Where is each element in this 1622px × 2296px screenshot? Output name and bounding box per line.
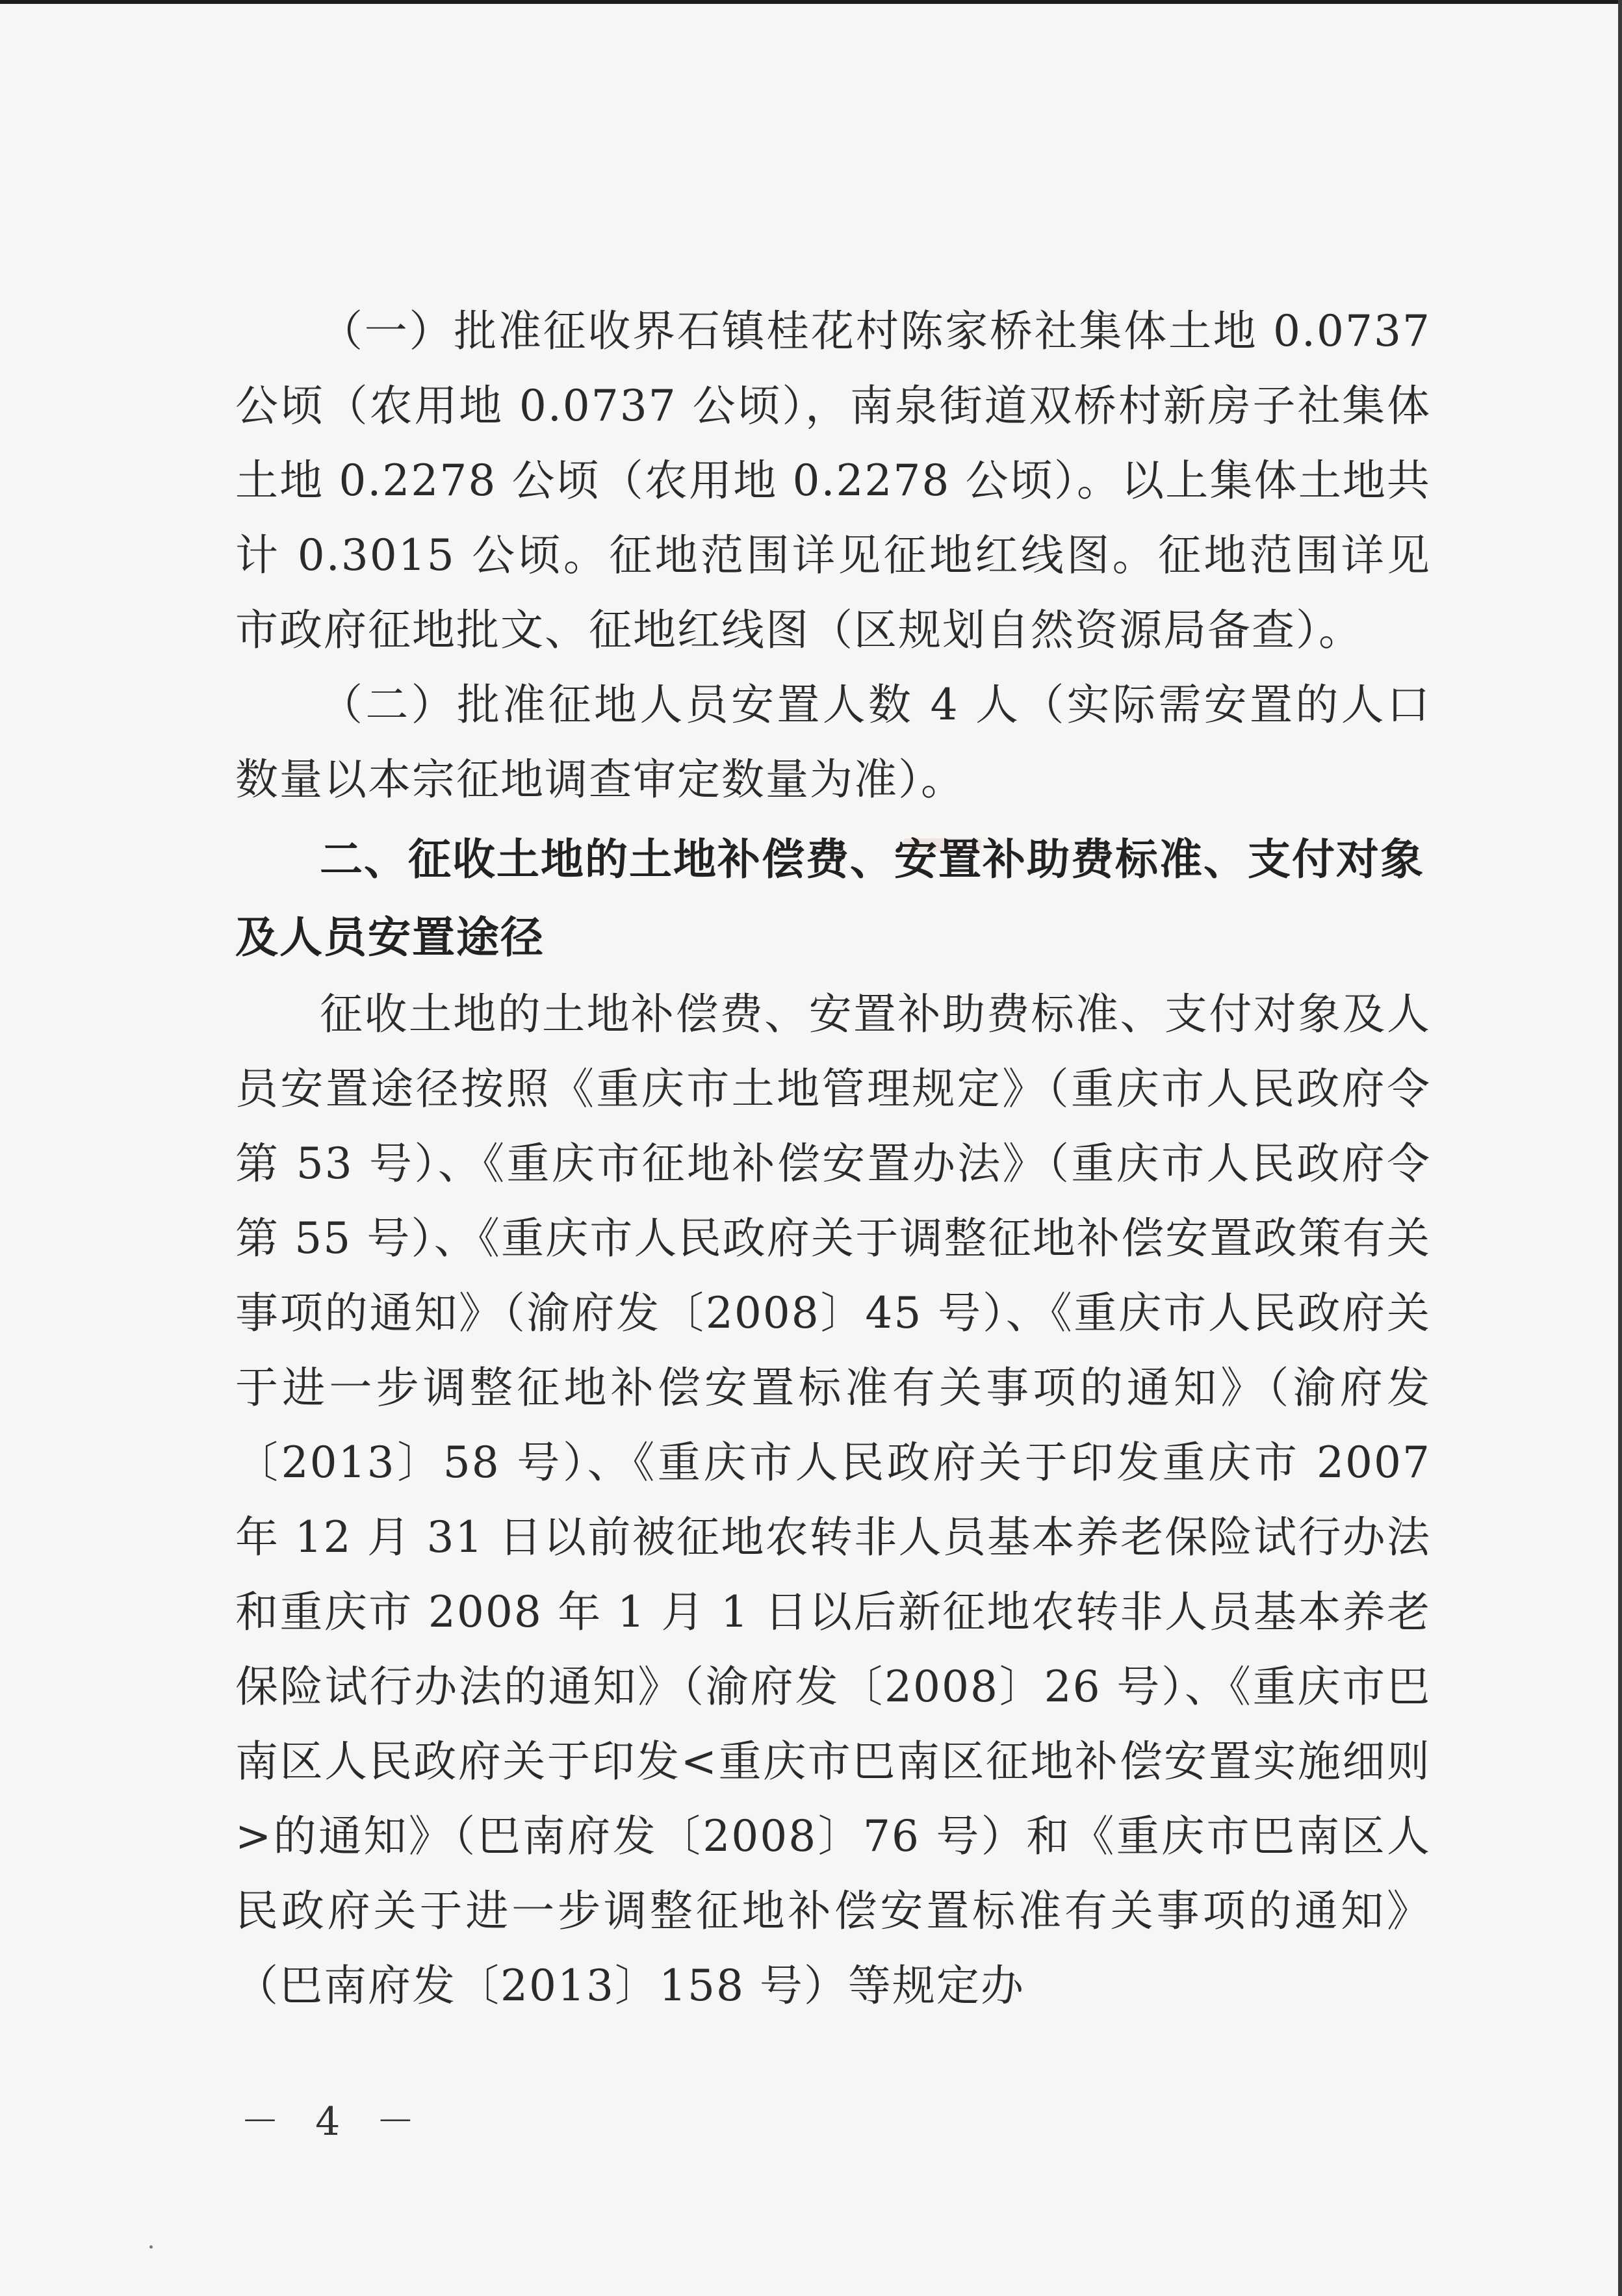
page-number: － 4 － <box>240 2099 427 2145</box>
scan-top-edge <box>0 0 1622 4</box>
paragraph-resettlement-count: （二）批准征地人员安置人数 4 人（实际需安置的人口数量以本宗征地调查审定数量为准）。 <box>235 680 1431 805</box>
paragraph-compensation-basis: 征收土地的土地补偿费、安置补助费标准、支付对象及人员安置途径按照《重庆市土地管理规定》（重庆市人民政府令第 53 号）、《重庆市征地补偿安置办法》（重庆市人民政府令第 55 号）、《重庆市人民政府关于调整征地补偿安置政策有关事项的通知》（渝府发〔2008〕45 号）、《重庆市人民政府关于进一步调整征地补偿安置标准有关事项的通知》（渝府发〔2013〕58 号）、《重庆市人民政府关于印发重庆市 2007 年 12 月 31 日以前被征地农转非人员基本养老保险试行办法和重庆市 2008 年 1 月 1 日以后新征地农转非人员基本养老保险试行办法的通知》（渝府发〔2008〕26 号）、《重庆市巴南区人民政府关于印发<重庆市巴南区征地补偿安置实施细则>的通知》（巴南府发〔2008〕76 号）和《重庆市巴南区人民政府关于进一步调整征地补偿安置标准有关事项的通知》（巴南府发〔2013〕158 号）等规定办 <box>235 989 1431 2011</box>
paragraph-land-approval: （一）批准征收界石镇桂花村陈家桥社集体土地 0.0737 公顷（农用地 0.0737 公顷），南泉街道双桥村新房子社集体土地 0.2278 公顷（农用地 0.2278 公顷）。以上集体土地共计 0.3015 公顷。征地范围详见征地红线图。征地范围详见市政府征地批文、征地红线图（区规划自然资源局备查）。 <box>235 306 1431 655</box>
section-heading: 二、征收土地的土地补偿费、安置补助费标准、支付对象及人员安置途径 <box>235 834 1424 962</box>
scan-speck <box>149 2245 153 2249</box>
document-body <box>235 294 1431 2023</box>
scan-right-edge <box>1618 0 1622 2296</box>
